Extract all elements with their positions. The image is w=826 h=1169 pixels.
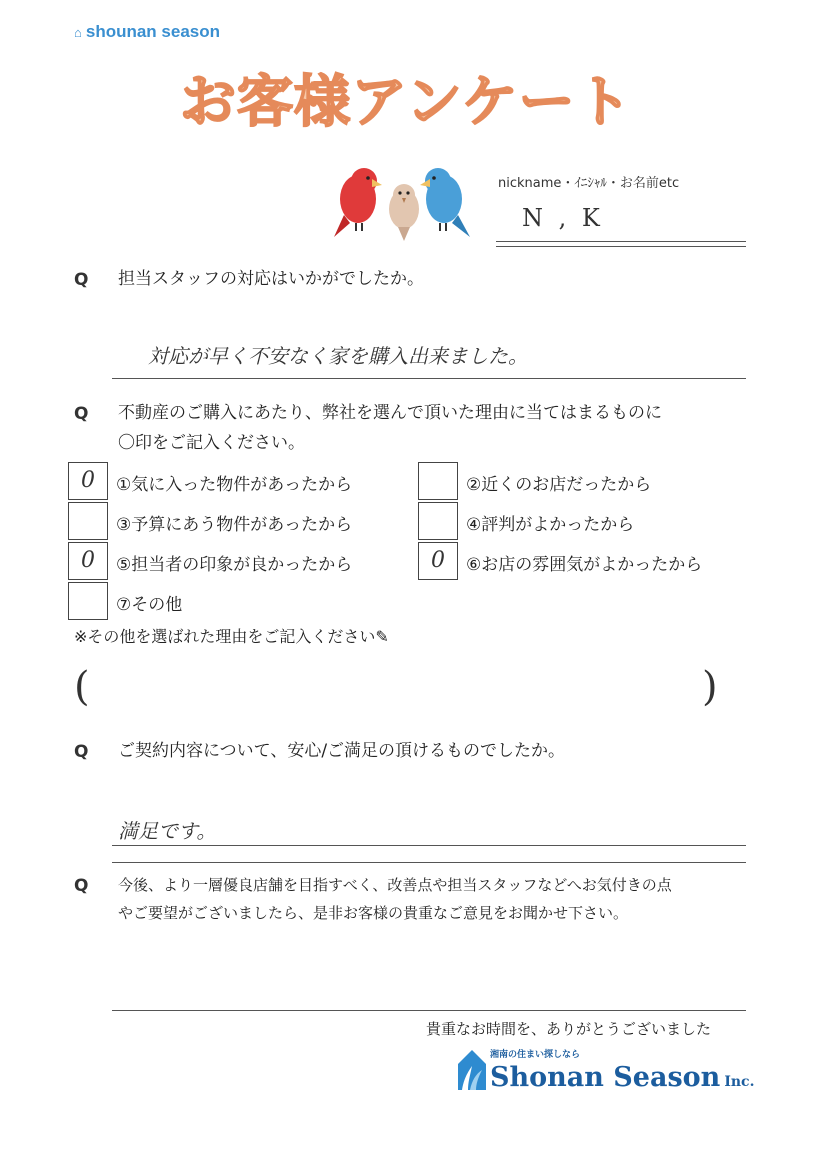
q2-question-line2: 〇印をご記入ください。 (118, 433, 305, 453)
nickname-underline (496, 241, 746, 242)
brand-header (74, 22, 220, 42)
option-2-mark (419, 463, 457, 499)
other-reason-paren-open: ( (74, 664, 90, 710)
option-6-mark: 0 (431, 548, 445, 573)
option-7-checkbox[interactable] (68, 582, 108, 620)
q3-answer-field[interactable]: 満足です。 (118, 819, 217, 843)
option-3-checkbox[interactable] (68, 502, 108, 540)
red-bird-icon (334, 168, 382, 237)
option-1-checkbox[interactable] (68, 462, 108, 500)
blue-bird-icon (420, 168, 470, 237)
q2-mark: Q (74, 404, 89, 424)
q4-question-line1: 今後、より一層優良店舗を目指すべく、改善点や担当スタッフなどへお気付きの点 (118, 876, 672, 894)
q1-mark: Q (74, 270, 89, 290)
q1-question: 担当スタッフの対応はいかがでしたか。 (118, 269, 424, 289)
logo-name: Shonan Season (490, 1062, 721, 1093)
q3-mark: Q (74, 742, 89, 762)
q2-question-line1: 不動産のご購入にあたり、弊社を選んで頂いた理由に当てはまるものに (118, 403, 662, 423)
option-6-checkbox[interactable] (418, 542, 458, 580)
nickname-label: nickname・ｲﾆｼｬﾙ・お名前etc (498, 176, 680, 191)
option-4-mark (419, 503, 457, 539)
company-logo (490, 1062, 754, 1093)
option-1-mark: 0 (81, 468, 95, 493)
option-3-label: ③予算にあう物件があったから (116, 515, 353, 535)
q4-answer-line (112, 1010, 746, 1011)
option-1-label: ①気に入った物件があったから (116, 475, 353, 495)
option-7-mark (69, 583, 107, 619)
q1-answer-line (112, 378, 746, 379)
birds-illustration (332, 165, 472, 245)
option-6-label: ⑥お店の雰囲気がよかったから (466, 555, 703, 575)
option-5-mark: 0 (81, 548, 95, 573)
q4-answer-field[interactable] (112, 930, 746, 1008)
nickname-field[interactable]: N , K (522, 204, 604, 232)
q3-answer-line (112, 845, 746, 846)
option-4-checkbox[interactable] (418, 502, 458, 540)
option-2-checkbox[interactable] (418, 462, 458, 500)
page-title: お客様アンケート (180, 70, 633, 135)
brand-header-text: shounan season (85, 22, 220, 41)
other-reason-note: ※その他を選ばれた理由をご記入ください✎ (74, 627, 389, 646)
option-5-checkbox[interactable] (68, 542, 108, 580)
option-4-label: ④評判がよかったから (466, 515, 635, 535)
logo-suffix: Inc. (724, 1074, 755, 1090)
option-2-label: ②近くのお店だったから (466, 475, 652, 495)
other-reason-field[interactable] (104, 668, 696, 716)
q3-answer-line-2 (112, 862, 746, 863)
house-logo-icon (456, 1048, 488, 1092)
option-5-label: ⑤担当者の印象が良かったから (116, 555, 353, 575)
other-reason-paren-close: ) (702, 664, 718, 710)
home-icon: ⌂ (74, 25, 82, 40)
thanks-message: 貴重なお時間を、ありがとうございました (426, 1020, 712, 1038)
beige-bird-icon (389, 184, 419, 241)
q4-question-line2: やご要望がございましたら、是非お客様の貴重なご意見をお聞かせ下さい。 (118, 904, 629, 922)
q4-mark: Q (74, 876, 89, 896)
logo-tagline: 湘南の住まい探しなら (490, 1050, 581, 1060)
option-3-mark (69, 503, 107, 539)
q1-answer-field[interactable]: 対応が早く不安なく家を購入出来ました。 (148, 344, 528, 368)
nickname-underline-2 (496, 246, 746, 247)
option-7-label: ⑦その他 (116, 595, 183, 615)
q3-question: ご契約内容について、安心/ご満足の頂けるものでしたか。 (118, 741, 566, 761)
